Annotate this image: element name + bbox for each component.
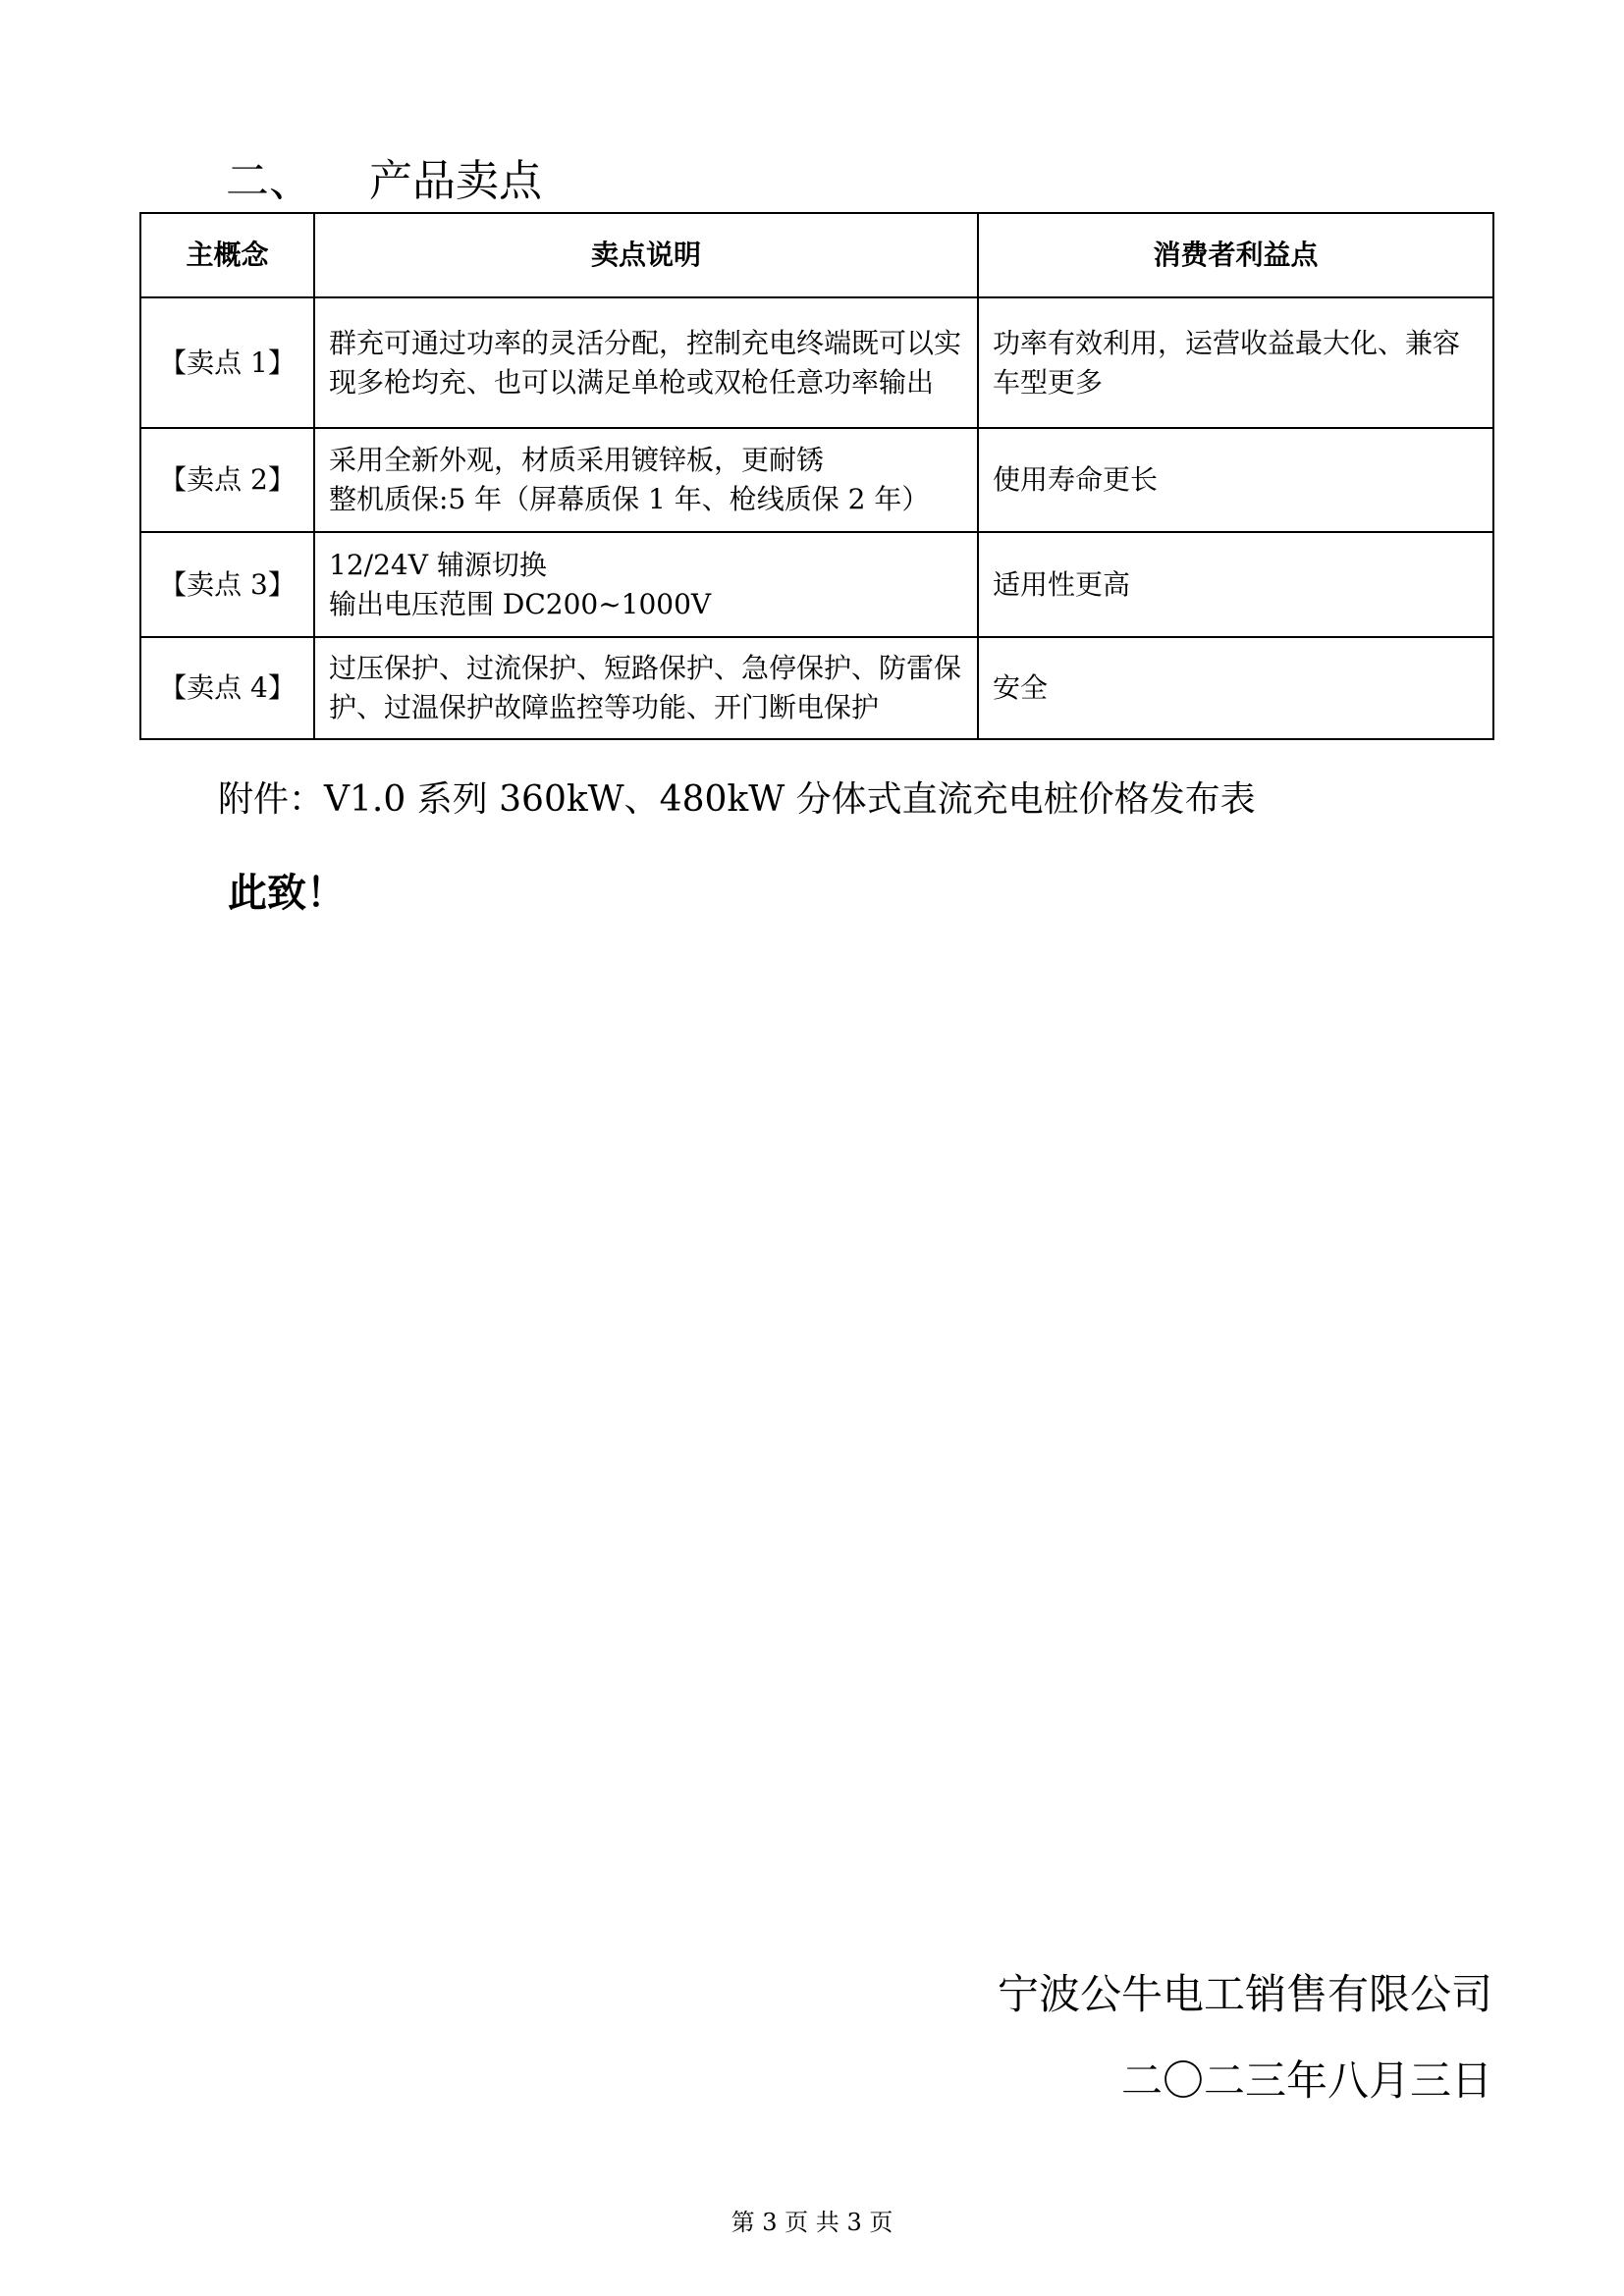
attachment-note: 附件：V1.0 系列 360kW、480kW 分体式直流充电桩价格发布表 bbox=[218, 779, 1256, 820]
row-description bbox=[314, 637, 978, 739]
signature-company: 宁波公牛电工销售有限公司 bbox=[997, 1970, 1492, 2018]
section-title: 产品卖点 bbox=[369, 156, 542, 206]
description-line: 输出电压范围 DC200~1000V bbox=[329, 587, 712, 620]
section-heading bbox=[226, 152, 542, 211]
row-description bbox=[314, 532, 978, 637]
section-number: 二、 bbox=[226, 156, 312, 206]
selling-points-table bbox=[139, 212, 1494, 740]
signature-date: 二〇二三年八月三日 bbox=[1120, 2056, 1492, 2105]
header-benefit: 消费者利益点 bbox=[978, 213, 1493, 297]
row-description bbox=[314, 428, 978, 532]
row-benefit: 安全 bbox=[978, 637, 1493, 739]
row-concept: 【卖点 4】 bbox=[140, 637, 314, 739]
row-concept: 【卖点 2】 bbox=[140, 428, 314, 532]
row-description bbox=[314, 297, 978, 428]
row-benefit: 功率有效利用，运营收益最大化、兼容车型更多 bbox=[978, 297, 1493, 428]
description-line: 过压保护、过流保护、短路保护、急停保护、防雷保护、过温保护故障监控等功能、开门断电保护 bbox=[329, 652, 962, 723]
description-line: 采用全新外观，材质采用镀锌板，更耐锈 bbox=[329, 444, 825, 476]
description-line: 12/24V 辅源切换 bbox=[329, 548, 547, 581]
header-description: 卖点说明 bbox=[314, 213, 978, 297]
page-number: 第 3 页 共 3 页 bbox=[731, 2209, 893, 2236]
row-concept: 【卖点 3】 bbox=[140, 532, 314, 637]
description-line: 整机质保:5 年（屏幕质保 1 年、枪线质保 2 年） bbox=[329, 483, 930, 515]
table-row bbox=[140, 428, 1493, 532]
closing-salutation: 此致！ bbox=[228, 871, 346, 916]
table-row bbox=[140, 637, 1493, 739]
table-header-row bbox=[140, 213, 1493, 297]
table-row bbox=[140, 532, 1493, 637]
row-benefit: 使用寿命更长 bbox=[978, 428, 1493, 532]
header-concept: 主概念 bbox=[140, 213, 314, 297]
table-row bbox=[140, 297, 1493, 428]
row-concept: 【卖点 1】 bbox=[140, 297, 314, 428]
description-line: 群充可通过功率的灵活分配，控制充电终端既可以实现多枪均充、也可以满足单枪或双枪任意功率输出 bbox=[329, 326, 962, 399]
row-benefit: 适用性更高 bbox=[978, 532, 1493, 637]
